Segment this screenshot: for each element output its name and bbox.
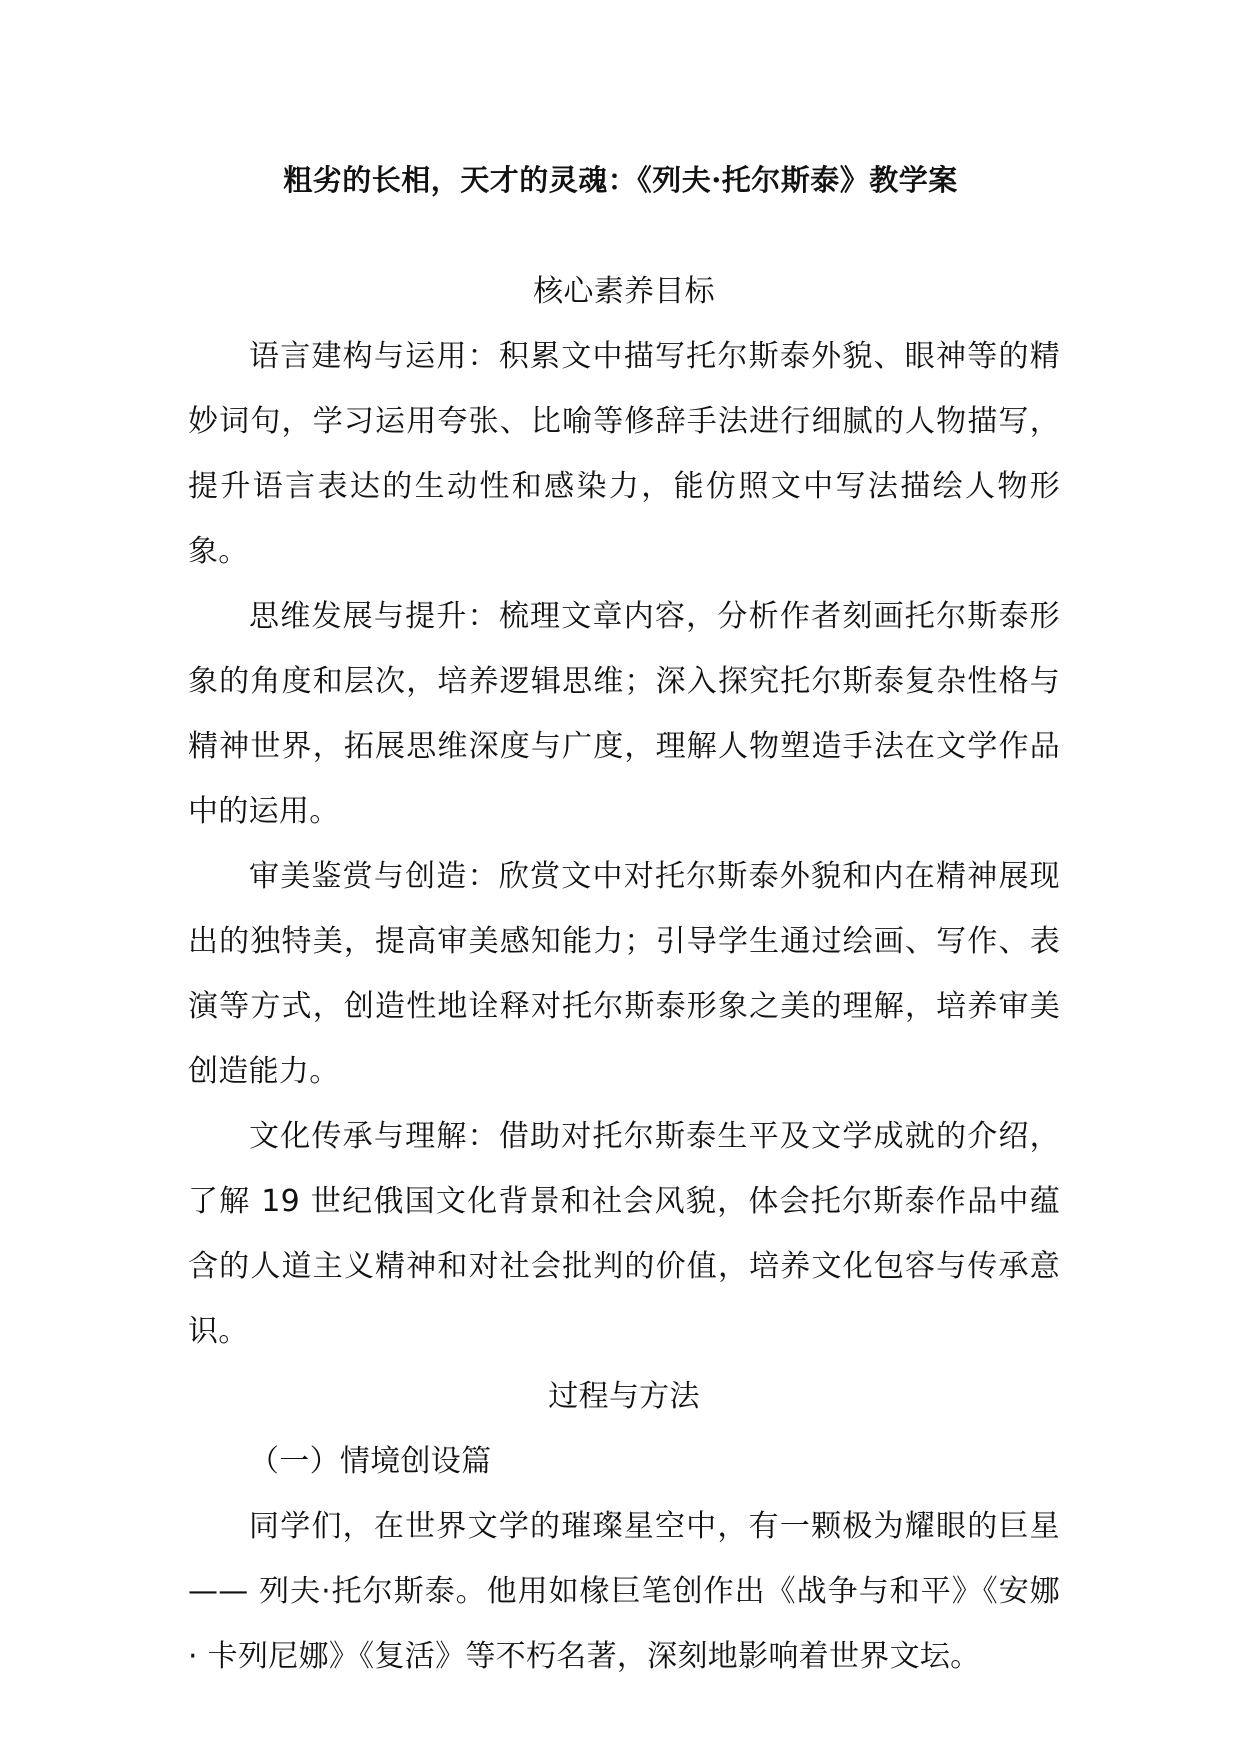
paragraph-thinking: 思维发展与提升：梳理文章内容，分析作者刻画托尔斯泰形象的角度和层次，培养逻辑思维；深入探究托尔斯泰复杂性格与精神世界，拓展思维深度与广度，理解人物塑造手法在文学作品中的运用。 (188, 599, 1060, 829)
paragraph-language: 语言建构与运用：积累文中描写托尔斯泰外貌、眼神等的精妙词句，学习运用夸张、比喻等修辞手法进行细腻的人物描写，提升语言表达的生动性和感染力，能仿照文中写法描绘人物形象。 (188, 339, 1060, 569)
section-heading-core-goals: 核心素养目标 (533, 274, 715, 309)
section-heading-process: 过程与方法 (548, 1379, 700, 1414)
paragraph-aesthetics: 审美鉴赏与创造：欣赏文中对托尔斯泰外貌和内在精神展现出的独特美，提高审美感知能力；引导学生通过绘画、写作、表演等方式，创造性地诠释对托尔斯泰形象之美的理解，培养审美创造能力。 (188, 859, 1060, 1089)
paragraph-culture: 文化传承与理解：借助对托尔斯泰生平及文学成就的介绍，了解 19 世纪俄国文化背景和社会风貌，体会托尔斯泰作品中蕴含的人道主义精神和对社会批判的价值，培养文化包容与传承意识。 (188, 1119, 1060, 1349)
subheading-scenario: （一）情境创设篇 (249, 1444, 492, 1479)
document-body (188, 259, 1060, 1689)
paragraph-intro: 同学们，在世界文学的璀璨星空中，有一颗极为耀眼的巨星—— 列夫·托尔斯泰。他用如椽巨笔创作出《战争与和平》《安娜 · 卡列尼娜》《复活》等不朽名著，深刻地影响着世界文坛。 (188, 1509, 1060, 1674)
document-title: 粗劣的长相，天才的灵魂：《列夫·托尔斯泰》教学案 (283, 163, 958, 197)
